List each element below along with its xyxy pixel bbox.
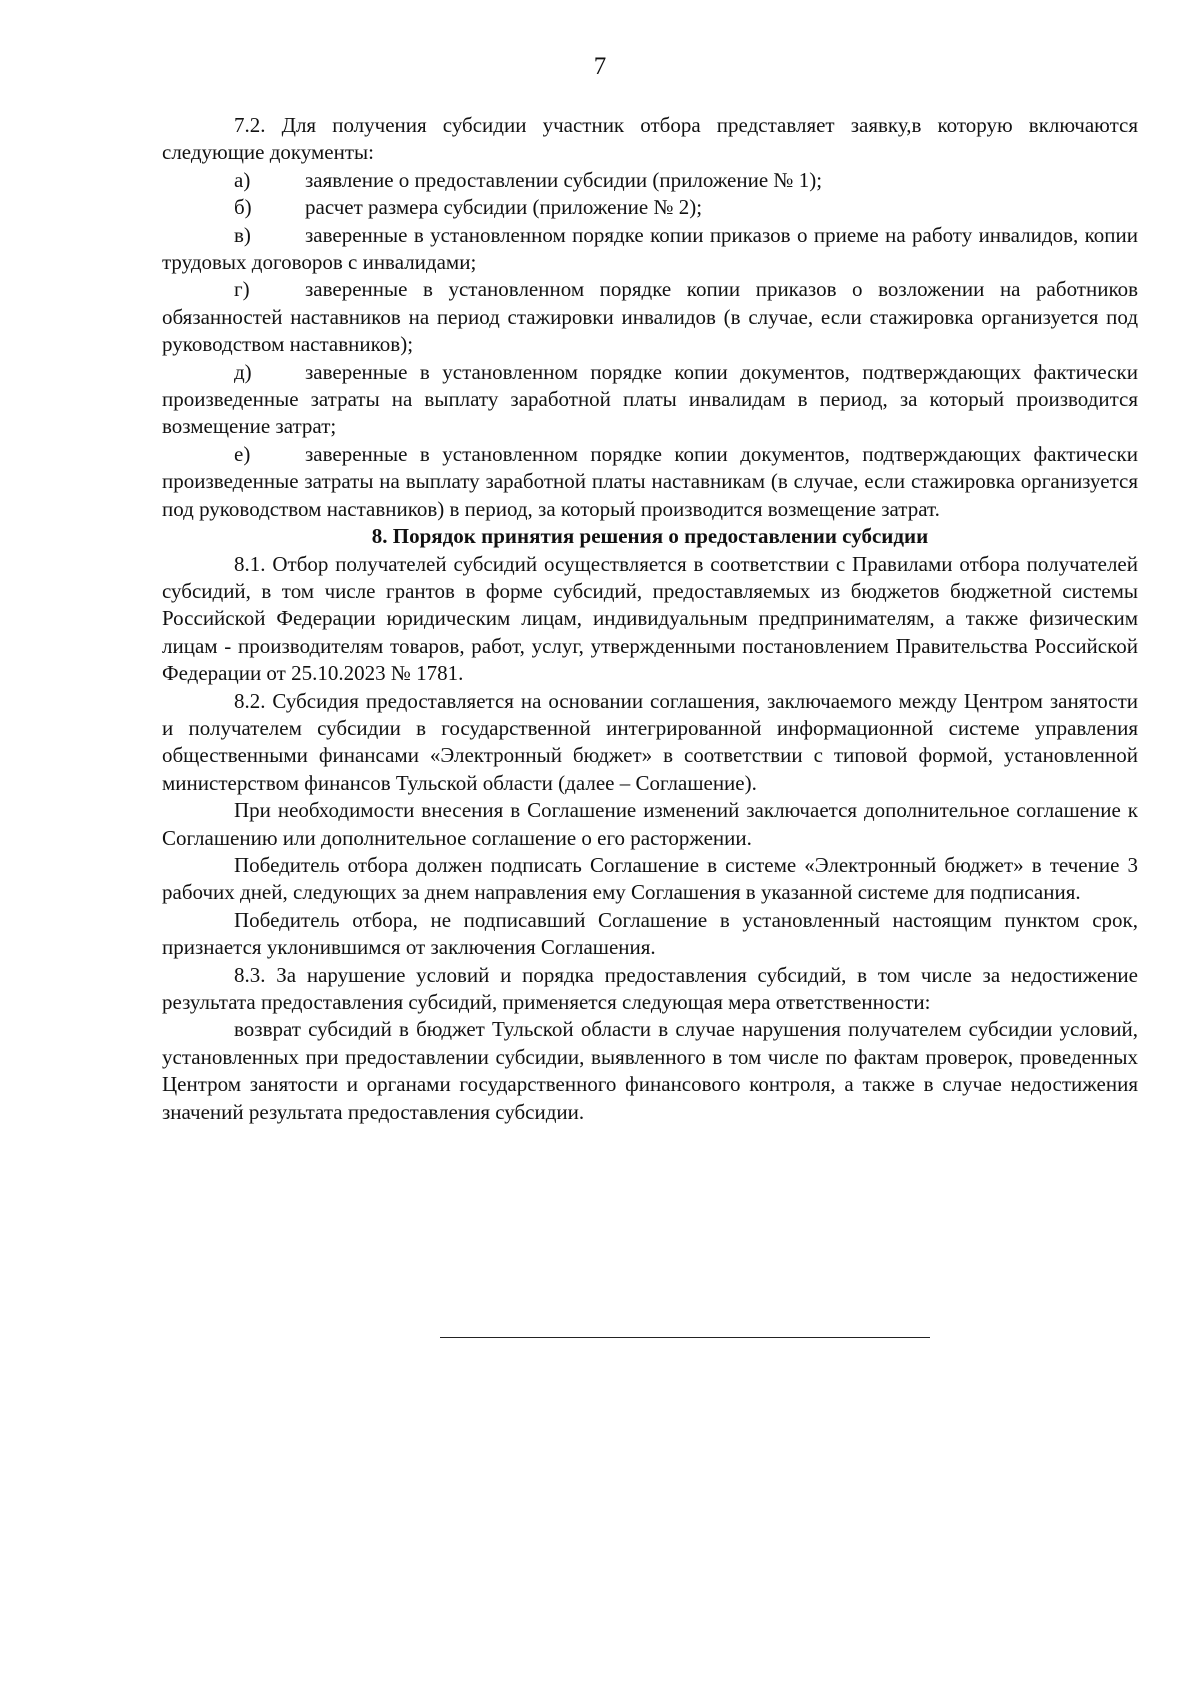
list-item-letter: е) (234, 441, 251, 466)
paragraph-7-2: 7.2. Для получения субсидии участник отбора представляет заявку,в которую включаются следующие документы: (162, 113, 1138, 165)
list-item (162, 222, 1138, 277)
paragraph-8-2-changes: При необходимости внесения в Соглашение изменений заключается дополнительное соглашение к Соглашению или дополнительное соглашение о его расторжении. (162, 798, 1138, 850)
list-item-letter: а) (234, 167, 251, 192)
page-number: 7 (593, 53, 607, 80)
paragraph-8-3: 8.3. За нарушение условий и порядка предоставления субсидий, в том числе за недостижение результата предоставления субсидий, применяется следующая мера ответственности: (162, 962, 1138, 1014)
list-item-text: расчет размера субсидии (приложение № 2); (305, 195, 703, 220)
list-item (162, 441, 1138, 523)
list-item-letter: в) (234, 222, 251, 247)
paragraph-8-3-measure: возврат субсидий в бюджет Тульской области в случае нарушения получателем субсидии условий, установленных при предоставлении субсидии, выявленного в том числе по фактам проверок, проведенных Центром занятости и органами государственного финансового контроля, а также в случае недостижения значений результата предоставления субсидии. (162, 1017, 1138, 1124)
list-item-text: заверенные в установленном порядке копии документов, подтверждающих фактически произведенные затраты на выплату заработной платы инвалидам в период, за который производится возмещение затрат; (162, 359, 1138, 439)
section-heading-8: 8. Порядок принятия решения о предоставлении субсидии (371, 524, 929, 549)
end-divider-line (440, 1337, 930, 1338)
list-item-letter: б) (234, 195, 252, 220)
paragraph-8-1: 8.1. Отбор получателей субсидий осуществляется в соответствии с Правилами отбора получателей субсидий, в том числе грантов в форме субсидий, предоставляемых из бюджетов бюджетной системы Российской Федерации юридическим лицам, индивидуальным предпринимателям, а также физическим лицам - производителям товаров, работ, услуг, утвержденными постановлением Правительства Российской Федерации от 25.10.2023 № 1781. (162, 551, 1138, 686)
paragraph-8-2-refusal: Победитель отбора, не подписавший Соглашение в установленный настоящим пунктом срок, признается уклонившимся от заключения Соглашения. (162, 907, 1138, 960)
list-item (162, 167, 1138, 194)
list-item-text: заявление о предоставлении субсидии (приложение № 1); (305, 167, 823, 192)
list-item-text: заверенные в установленном порядке копии приказов о возложении на работников обязанностей наставников на период стажировки инвалидов (в случае, если стажировка организуется под руководством наставников); (162, 277, 1138, 357)
list-item-letter: д) (234, 359, 252, 384)
list-item-letter: г) (234, 277, 250, 302)
paragraph-8-2: 8.2. Субсидия предоставляется на основании соглашения, заключаемого между Центром занятости и получателем субсидии в государственной интегрированной информационной системе управления общественными финансами «Электронный бюджет» в соответствии с типовой формой, установленной министерством финансов Тульской области (далее – Соглашение). (162, 688, 1138, 795)
list-item-text: заверенные в установленном порядке копии приказов о приеме на работу инвалидов, копии трудовых договоров с инвалидами; (162, 222, 1138, 275)
list-item (162, 194, 1138, 221)
paragraph-8-2-signing: Победитель отбора должен подписать Соглашение в системе «Электронный бюджет» в течение 3 рабочих дней, следующих за днем направления ему Соглашения в указанной системе для подписания. (162, 852, 1138, 905)
list-item (162, 276, 1138, 358)
document-body (162, 112, 1138, 1126)
list-item (162, 359, 1138, 441)
list-item-text: заверенные в установленном порядке копии документов, подтверждающих фактически произведенные затраты на выплату заработной платы наставникам (в случае, если стажировка организуется под руководством наставников) в период, за который производится возмещение затрат. (162, 441, 1138, 521)
